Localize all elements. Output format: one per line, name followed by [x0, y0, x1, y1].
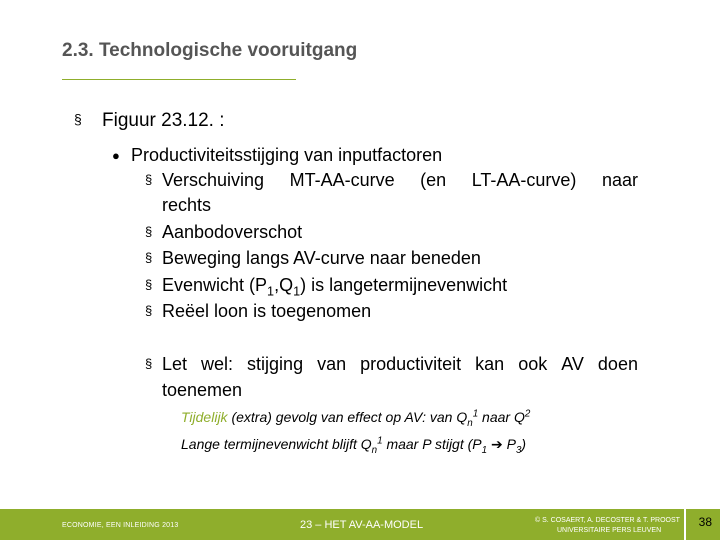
note-text-line1: Let wel: stijging van productiviteit kan ook AV doen — [162, 354, 638, 374]
bullet-text: Aanbodoverschot — [162, 222, 303, 242]
footer-copyright: © S. COSAERT, A. DECOSTER & T. PROOST UNIVERSITAIRE PERS LEUVEN — [535, 517, 680, 534]
bullet-text: Evenwicht $(P_1,Q_1)$ is langetermijnevenwicht — [162, 275, 508, 299]
page-number: 38 — [698, 515, 712, 529]
bullet-text-line1: Verschuiving MT-AA-curve (en LT-AA-curve) naar — [162, 170, 638, 190]
footer-bar — [0, 509, 720, 540]
title-underline — [62, 79, 296, 80]
square-bullet-icon: § — [145, 250, 153, 265]
figure-label: Figuur 23.12. : — [102, 110, 225, 131]
note-text-line2: toenemen — [162, 380, 243, 400]
square-bullet-icon: § — [74, 111, 82, 127]
square-bullet-icon: § — [145, 224, 153, 239]
bullet-text: Reëel loon is toegenomen — [162, 301, 372, 321]
square-bullet-icon: § — [145, 277, 153, 292]
temporary-label: Tijdelijk — [181, 409, 228, 425]
square-bullet-icon: § — [145, 172, 153, 187]
square-bullet-icon: § — [145, 303, 153, 318]
footer-book-title: ECONOMIE, EEN INLEIDING 2013 — [62, 522, 179, 529]
footer-divider — [684, 509, 686, 540]
square-bullet-icon: § — [145, 356, 153, 371]
slide-title: 2.3. Technologische vooruitgang — [62, 40, 358, 61]
bullet-text: Beweging langs AV-curve naar beneden — [162, 248, 481, 268]
round-bullet-icon: ● — [112, 148, 120, 163]
productivity-heading: Productiviteitsstijging van inputfactoren — [131, 145, 443, 165]
footer-chapter: 23 – HET AV-AA-MODEL — [300, 519, 424, 531]
note-line-longterm: Lange termijnevenwicht blijft $Q_n^1$ maar P stijgt ($P_1$ ➔ $P_3$) — [181, 435, 527, 456]
note-line-temporary: Tijdelijk (extra) gevolg van effect op AV: van $Q_n^1$ naar $Q^2$ — [181, 408, 531, 429]
bullet-text-line2: rechts — [162, 195, 212, 215]
right-arrow-icon: ➔ — [490, 436, 503, 452]
